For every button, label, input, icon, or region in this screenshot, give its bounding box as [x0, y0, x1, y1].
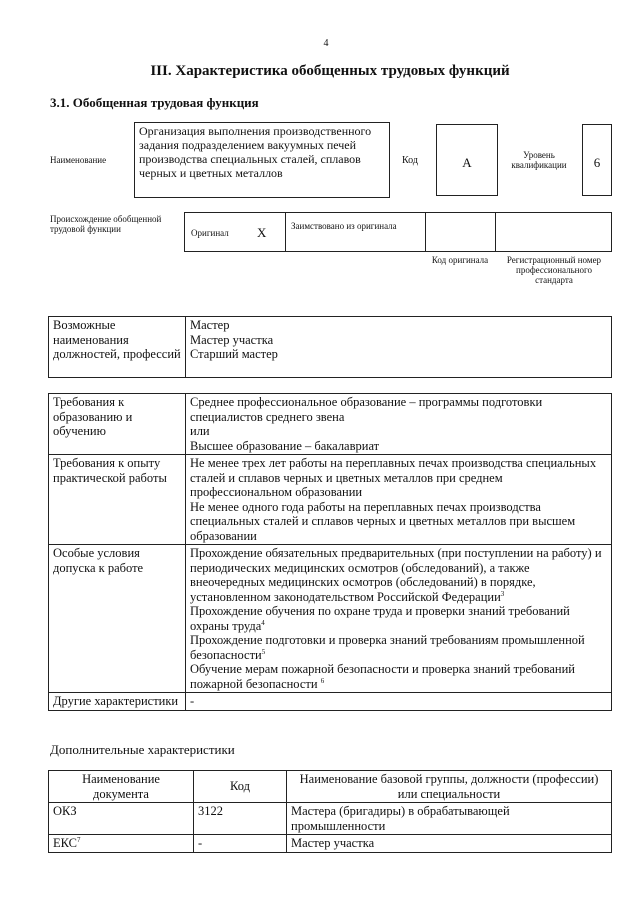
additional-table — [48, 770, 612, 853]
positions-label: Возможные наименования должностей, профессий — [49, 317, 186, 378]
requirements-table — [48, 393, 612, 711]
doc-cell: ОКЗ — [49, 803, 194, 835]
original-mark: X — [257, 225, 267, 240]
header-doc: Наименование документа — [49, 771, 194, 803]
requirement-line: Обучение мерам пожарной безопасности и проверка знаний требований пожарной безопасности $^6$ — [190, 662, 575, 691]
requirement-label: Требования к образованию и обучению — [49, 394, 186, 455]
page-number: 4 — [323, 38, 329, 49]
code-cell: - — [194, 835, 287, 853]
requirement-line: или — [190, 424, 210, 438]
requirement-line: Не менее трех лет работы на переплавных печах производства специальных сталей и сплавов черных и цветных металлов при среднем профессиональном образовании — [190, 456, 597, 499]
divider — [495, 213, 496, 251]
footnote-ref: 7 — [77, 835, 81, 844]
positions-table — [48, 316, 612, 378]
requirement-text — [186, 455, 612, 545]
level-value-box — [582, 124, 612, 196]
level-value: 6 — [593, 155, 601, 170]
additional-row — [49, 803, 612, 835]
borrowed-label: Заимствовано из оригинала — [291, 221, 397, 231]
original-label: Оригинал — [191, 228, 229, 238]
position-item: Мастер — [190, 318, 230, 332]
code-original-caption: Код оригинала — [431, 255, 489, 265]
name-label: Наименование — [50, 155, 107, 165]
requirement-line: Прохождение подготовки и проверка знаний требованиям промышленной безопасности$^5$ — [190, 633, 585, 662]
reg-number-caption: Регистрационный номер профессионального стандарта — [506, 255, 602, 285]
function-name-value: Организация выполнения производственного задания подразделением вакуумных печей производства специальных сталей, сплавов черных и цветных металлов — [139, 124, 372, 180]
requirement-line: Прохождение обязательных предварительных (при поступлении на работу) и периодических медицинских осмотров (обследований), а также внеочередных медицинских осмотров (обследований) в порядке, установленном законодательством Российской Федерации$^3$ — [190, 546, 602, 604]
requirement-line: Прохождение обучения по охране труда и проверки знаний требований охраны труда$^4$ — [190, 604, 570, 633]
additional-title: Дополнительные характеристики — [50, 742, 235, 757]
code-value: А — [462, 155, 472, 170]
positions-values — [186, 317, 612, 378]
requirement-label: Другие характеристики — [49, 693, 186, 711]
origin-label: Происхождение обобщенной трудовой функции — [50, 214, 162, 234]
requirement-label: Требования к опыту практической работы — [49, 455, 186, 545]
footnote-ref: 5 — [261, 647, 266, 656]
requirement-text — [186, 394, 612, 455]
doc-cell: ЕКС$^7$ — [49, 835, 194, 853]
position-item: Мастер участка — [190, 332, 274, 347]
requirement-row — [49, 693, 612, 711]
header-code: Код — [194, 771, 287, 803]
origin-table — [184, 212, 612, 252]
requirement-line: Высшее образование – бакалавриат — [190, 438, 380, 453]
requirement-line: Не менее одного года работы на переплавных печах производства специальных сталей и сплавов черных и цветных металлов при высшем образовании — [190, 499, 576, 543]
requirement-text: - — [186, 693, 612, 711]
level-label: Уровень квалификации — [511, 150, 567, 170]
header-name: Наименование базовой группы, должности (профессии) или специальности — [287, 771, 612, 803]
additional-header-row — [49, 771, 612, 803]
code-label: Код — [402, 155, 418, 166]
requirement-text — [186, 545, 612, 693]
additional-row — [49, 835, 612, 853]
section-title: III. Характеристика обобщенных трудовых функций — [150, 63, 510, 79]
name-cell: Мастера (бригадиры) в обрабатывающей промышленности — [287, 803, 612, 835]
code-value-box — [436, 124, 498, 196]
requirement-label: Особые условия допуска к работе — [49, 545, 186, 693]
divider — [425, 213, 426, 251]
requirement-row — [49, 545, 612, 693]
footnote-ref: 4 — [261, 618, 265, 627]
code-cell: 3122 — [194, 803, 287, 835]
requirement-row — [49, 394, 612, 455]
requirement-line: Среднее профессиональное образование – программы подготовки специалистов среднего звена — [190, 395, 543, 424]
position-item: Старший мастер — [190, 347, 278, 361]
divider — [285, 213, 286, 251]
footnote-ref: 6 — [320, 676, 325, 685]
name-cell: Мастер участка — [287, 835, 612, 853]
footnote-ref: 3 — [500, 589, 505, 598]
requirement-row — [49, 455, 612, 545]
function-name-box — [134, 122, 390, 198]
subsection-title: 3.1. Обобщенная трудовая функция — [50, 95, 259, 110]
